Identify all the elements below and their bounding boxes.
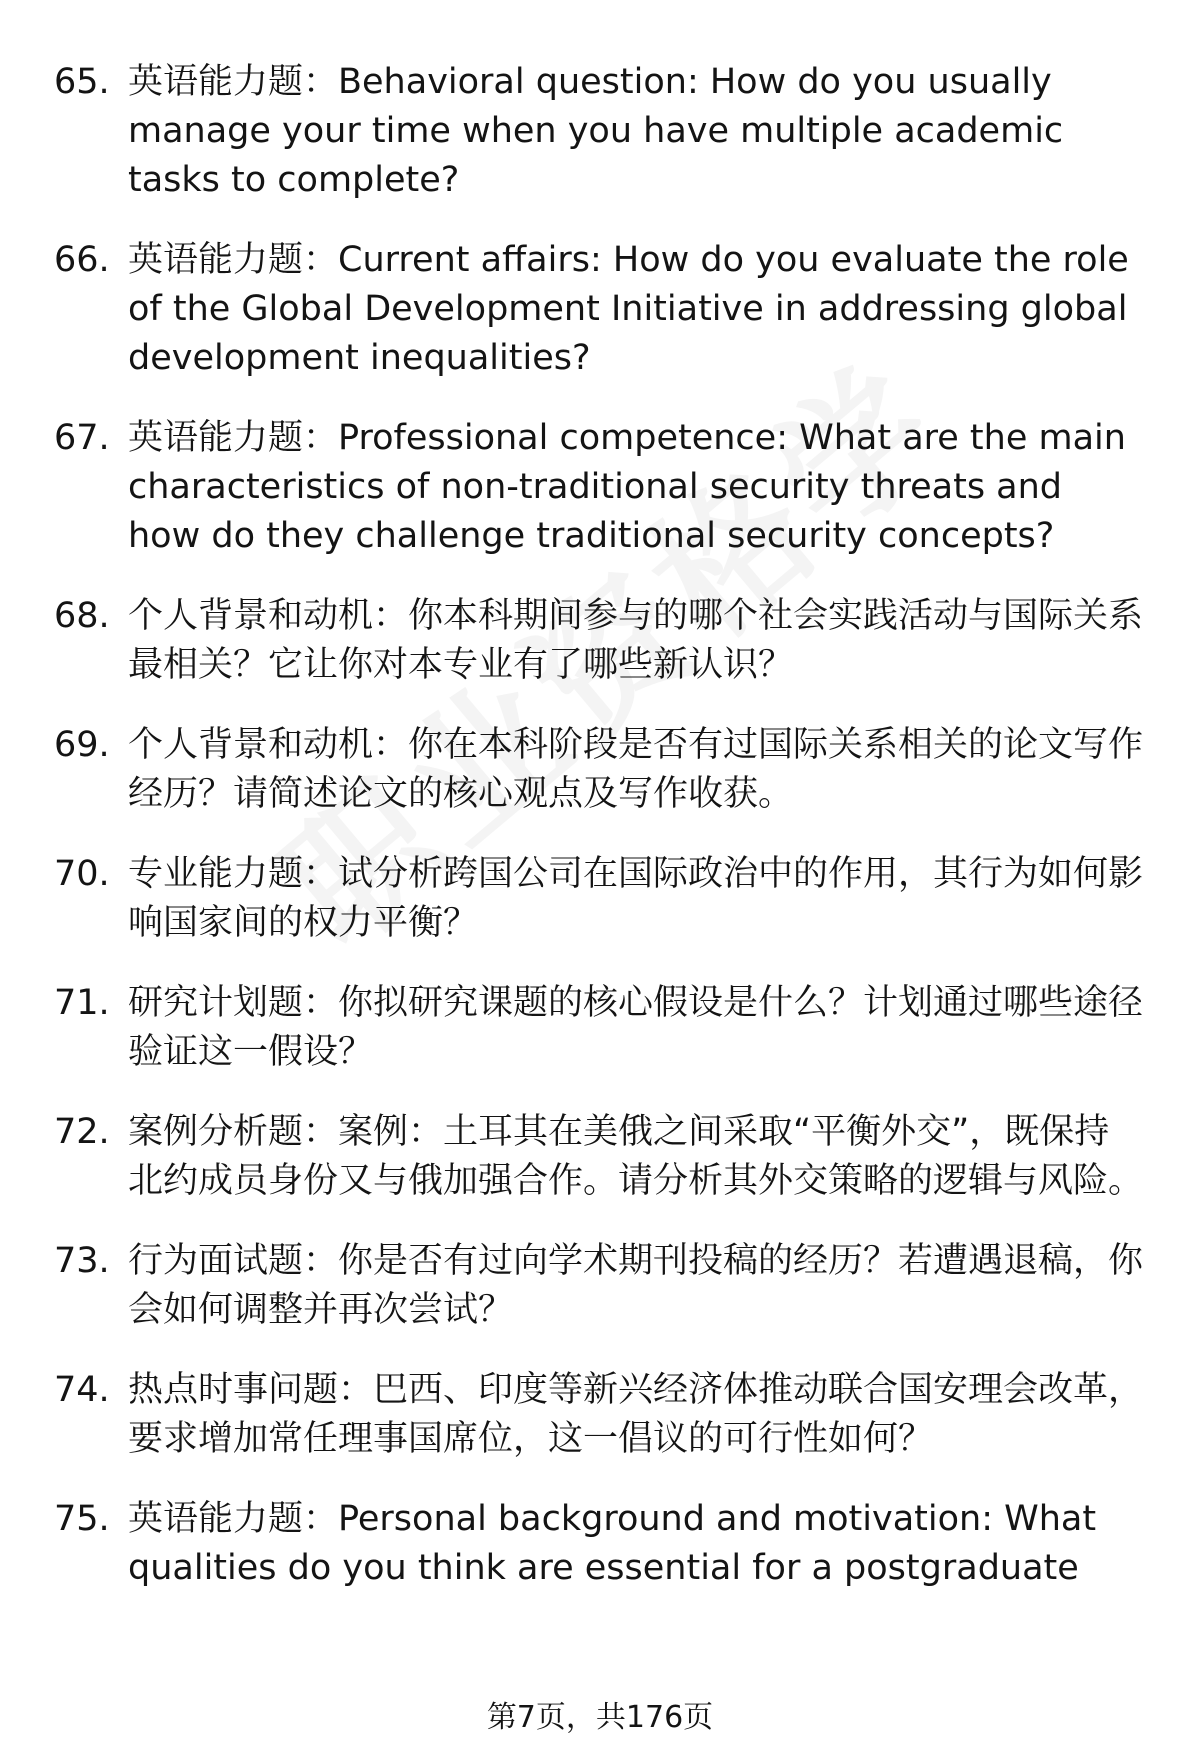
question-number: 74. [54,1370,110,1410]
question-category: 行为面试题： [128,1241,339,1281]
question-number: 73. [54,1241,110,1281]
question-list [54,58,1144,1624]
question-text: 案例：土耳其在美俄之间采取“平衡外交”，既保持北约成员身份又与俄加强合作。请分析其外交策略的逻辑与风险。 [128,1112,1144,1201]
page-number-footer: 第7页，共176页 [486,1700,714,1735]
question-category: 研究计划题： [128,983,339,1023]
question-category: 个人背景和动机： [128,596,409,636]
question-item [54,58,1144,205]
question-text: 你拟研究课题的核心假设是什么？计划通过哪些途径验证这一假设？ [128,983,1144,1072]
question-number: 75. [54,1499,110,1539]
question-category: 英语能力题： [128,1499,339,1539]
question-number: 69. [54,725,110,765]
question-category: 案例分析题： [128,1112,339,1152]
question-category: 英语能力题： [128,62,339,102]
question-text: Professional competence: What are the main characteristics of non-traditional security threats and how do they challenge traditional security concepts? [128,418,1126,556]
question-category: 个人背景和动机： [128,725,409,765]
question-text: 你本科期间参与的哪个社会实践活动与国际关系最相关？它让你对本专业有了哪些新认识？ [128,596,1144,685]
question-text: 试分析跨国公司在国际政治中的作用，其行为如何影响国家间的权力平衡？ [128,854,1144,943]
question-category: 英语能力题： [128,418,339,458]
question-text: 你在本科阶段是否有过国际关系相关的论文写作经历？请简述论文的核心观点及写作收获。 [128,725,1144,814]
question-category: 专业能力题： [128,854,339,894]
question-text: Behavioral question: How do you usually manage your time when you have multiple academic tasks to complete? [128,62,1064,200]
question-item [54,1495,1144,1593]
question-item [54,414,1144,561]
question-item [54,1366,1144,1464]
question-text: Personal background and motivation: What qualities do you think are essential for a postgraduate [128,1499,1097,1588]
question-number: 68. [54,596,110,636]
question-text: Current affairs: How do you evaluate the role of the Global Development Initiative in addressing global development inequalities? [128,240,1129,378]
question-item [54,979,1144,1077]
question-item [54,592,1144,690]
question-item [54,1237,1144,1335]
question-number: 71. [54,983,110,1023]
question-category: 英语能力题： [128,240,339,280]
question-item [54,236,1144,383]
question-number: 65. [54,62,110,102]
question-item [54,1108,1144,1206]
question-category: 热点时事问题： [128,1370,374,1410]
question-number: 72. [54,1112,110,1152]
question-text: 你是否有过向学术期刊投稿的经历？若遭遇退稿，你会如何调整并再次尝试？ [128,1241,1144,1330]
question-number: 67. [54,418,110,458]
question-number: 66. [54,240,110,280]
question-item [54,850,1144,948]
question-number: 70. [54,854,110,894]
question-item [54,721,1144,819]
question-text: 巴西、印度等新兴经济体推动联合国安理会改革，要求增加常任理事国席位，这一倡议的可行性如何？ [128,1370,1144,1459]
